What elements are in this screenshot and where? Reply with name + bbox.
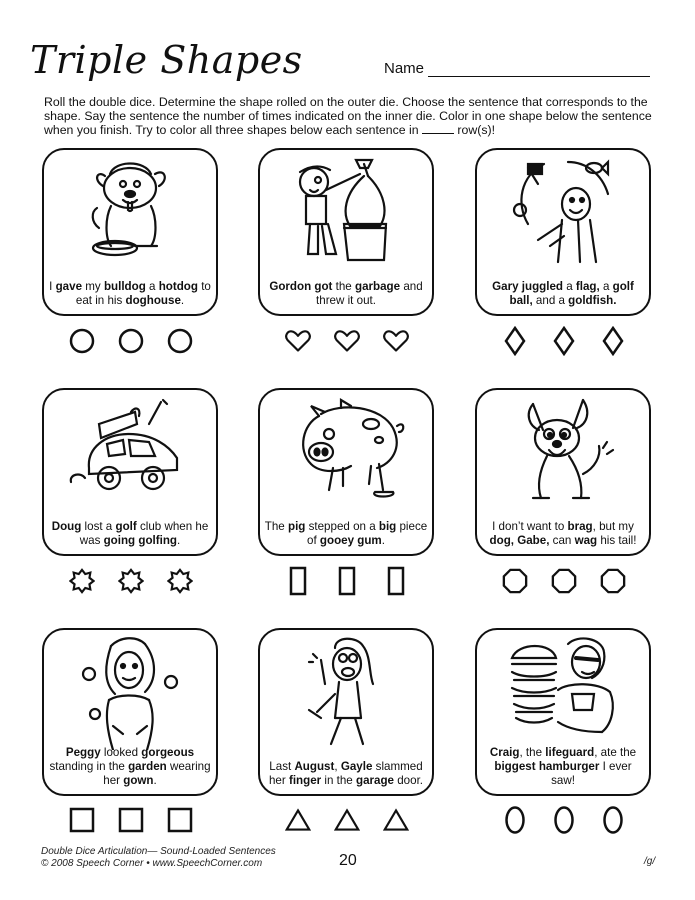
sentence-fragment: , the	[519, 746, 546, 759]
target-sound: /g/	[644, 856, 656, 867]
circle-icon[interactable]	[69, 328, 95, 354]
target-word: garbage	[354, 280, 401, 293]
shape-row-rectangle	[285, 568, 409, 594]
target-word: gorgeous	[141, 746, 195, 759]
dog-wagging-tail-illustration	[477, 394, 649, 506]
instructions-text: Roll the double dice. Determine the shape rolled on the outer die. Choose the sentence that corresponds to the shape. Say the sentence the number of times indicated on the inner die. Color in one shape below the sentence when you finish. Try to color all three shapes below each sentence in	[44, 95, 652, 137]
pig-stepping-on-gum-illustration	[260, 394, 432, 504]
sentence-fragment: a	[563, 280, 576, 293]
sentence-fragment: stepped on a	[305, 520, 379, 533]
diamond-icon[interactable]	[502, 328, 528, 354]
shape-row-heart	[285, 328, 409, 354]
square-icon[interactable]	[69, 807, 95, 833]
sentence-card	[258, 628, 434, 796]
target-word: gown	[123, 774, 154, 787]
target-word: gooey gum	[319, 534, 382, 547]
target-word: doghouse	[125, 294, 181, 307]
sentence-fragment: club when he was	[79, 520, 209, 547]
sentence-text	[481, 746, 645, 788]
sentence-fragment: piece of	[307, 520, 428, 547]
sentence-card	[258, 148, 434, 316]
shape-row-circle	[69, 328, 193, 354]
sentence-text	[264, 520, 428, 548]
circle-icon[interactable]	[118, 328, 144, 354]
woman-in-garden-illustration	[44, 634, 216, 750]
oval-icon[interactable]	[551, 807, 577, 833]
sentence-card	[42, 388, 218, 556]
sentence-card	[475, 628, 651, 796]
target-word: Gayle	[340, 760, 373, 773]
sentence-fragment: slammed her	[268, 760, 423, 787]
sentence-fragment: a	[145, 280, 159, 293]
oval-icon[interactable]	[502, 807, 528, 833]
sentence-fragment: the	[332, 280, 355, 293]
sentence-fragment: in the	[321, 774, 356, 787]
rectangle-icon[interactable]	[334, 568, 360, 594]
car-with-golf-bag-illustration	[44, 394, 216, 500]
shape-row-square	[69, 807, 193, 833]
woman-with-hurt-finger-illustration	[260, 634, 432, 750]
lifeguard-with-hamburger-illustration	[477, 634, 649, 750]
sentence-fragment: I don’t want to	[492, 520, 568, 533]
sentence-fragment: I ever saw!	[551, 760, 632, 787]
target-word: golf	[115, 520, 137, 533]
sentence-fragment: I	[49, 280, 56, 293]
rectangle-icon[interactable]	[383, 568, 409, 594]
sentence-text	[48, 746, 212, 788]
target-word: flag,	[575, 280, 600, 293]
circle-icon[interactable]	[167, 328, 193, 354]
rows-blank[interactable]	[422, 123, 454, 134]
sentence-fragment: looked	[100, 746, 142, 759]
triangle-icon[interactable]	[285, 807, 311, 833]
shape-row-octagon	[502, 568, 626, 594]
footer-credits	[41, 846, 276, 870]
heart-icon[interactable]	[383, 328, 409, 354]
target-word: gave	[55, 280, 83, 293]
star-icon[interactable]	[167, 568, 193, 594]
diamond-icon[interactable]	[551, 328, 577, 354]
sentence-card	[258, 388, 434, 556]
target-word: garden	[128, 760, 167, 773]
target-word: wag	[574, 534, 598, 547]
sentence-fragment: standing in the	[49, 760, 129, 773]
target-word: bulldog	[103, 280, 146, 293]
heart-icon[interactable]	[285, 328, 311, 354]
triangle-icon[interactable]	[383, 807, 409, 833]
sentence-fragment: .	[177, 534, 181, 547]
sentence-fragment: wearing her	[103, 760, 211, 787]
sentence-card	[42, 148, 218, 316]
heart-icon[interactable]	[334, 328, 360, 354]
sentence-fragment: my	[82, 280, 104, 293]
page-number: 20	[339, 852, 357, 869]
sentence-text	[481, 280, 645, 308]
sentence-card	[475, 148, 651, 316]
target-word: finger	[288, 774, 322, 787]
sentence-text	[48, 280, 212, 308]
footer-book-title: Double Dice Articulation— Sound-Loaded Sentences	[41, 846, 276, 857]
name-input-line[interactable]	[428, 60, 650, 77]
target-word: garage	[355, 774, 395, 787]
boy-juggling-illustration	[477, 154, 649, 266]
sentence-fragment: lost a	[81, 520, 116, 533]
sentence-fragment: to eat in his	[75, 280, 211, 307]
target-word: big	[378, 520, 397, 533]
shape-row-diamond	[502, 328, 626, 354]
target-word: Gary juggled	[492, 280, 563, 293]
target-word: Craig	[489, 746, 520, 759]
instructions	[44, 95, 654, 137]
sentence-fragment: ,	[334, 760, 341, 773]
sentence-fragment: , ate the	[594, 746, 637, 759]
target-word: goldfish.	[568, 294, 617, 307]
rectangle-icon[interactable]	[285, 568, 311, 594]
star-icon[interactable]	[69, 568, 95, 594]
octagon-icon[interactable]	[502, 568, 528, 594]
shape-row-oval	[502, 807, 626, 833]
octagon-icon[interactable]	[551, 568, 577, 594]
sentence-fragment: door.	[394, 774, 424, 787]
target-word: lifeguard	[545, 746, 595, 759]
target-word: dog, Gabe,	[489, 534, 550, 547]
octagon-icon[interactable]	[600, 568, 626, 594]
shape-row-triangle	[285, 807, 409, 833]
instructions-text-end: row(s)!	[454, 123, 496, 137]
target-word: August	[294, 760, 335, 773]
square-icon[interactable]	[167, 807, 193, 833]
page-title: Triple Shapes	[30, 38, 303, 82]
target-word: hotdog	[158, 280, 198, 293]
sentence-text	[264, 280, 428, 308]
bulldog-with-hotdog-illustration	[44, 154, 216, 258]
target-word: going golfing	[103, 534, 177, 547]
name-label: Name	[384, 60, 425, 77]
target-word: Peggy	[65, 746, 101, 759]
target-word: Doug	[51, 520, 82, 533]
sentence-fragment: and a	[532, 294, 569, 307]
sentence-fragment: , but my	[592, 520, 634, 533]
footer-copyright: © 2008 Speech Corner • www.SpeechCorner.com	[41, 858, 263, 869]
sentence-card	[475, 388, 651, 556]
square-icon[interactable]	[118, 807, 144, 833]
sentence-text	[48, 520, 212, 548]
sentence-fragment: his tail!	[597, 534, 637, 547]
target-word: Gordon got	[269, 280, 333, 293]
sentence-fragment: a	[599, 280, 613, 293]
star-icon[interactable]	[118, 568, 144, 594]
oval-icon[interactable]	[600, 807, 626, 833]
name-field-row	[384, 60, 650, 77]
target-word: pig	[287, 520, 306, 533]
sentence-text	[264, 760, 428, 788]
sentence-card	[42, 628, 218, 796]
triangle-icon[interactable]	[334, 807, 360, 833]
sentence-text	[481, 520, 645, 548]
target-word: biggest hamburger	[494, 760, 600, 773]
sentence-fragment: can	[549, 534, 575, 547]
target-word: golf ball,	[509, 280, 634, 307]
boy-with-garbage-bag-illustration	[260, 154, 432, 266]
sentence-fragment: and threw it out.	[316, 280, 423, 307]
sentence-fragment: Last	[269, 760, 295, 773]
sentence-fragment: .	[381, 534, 385, 547]
diamond-icon[interactable]	[600, 328, 626, 354]
target-word: brag	[567, 520, 593, 533]
sentence-fragment: .	[153, 774, 157, 787]
sentence-fragment: .	[180, 294, 185, 307]
sentence-fragment: The	[264, 520, 288, 533]
shape-row-star	[69, 568, 193, 594]
